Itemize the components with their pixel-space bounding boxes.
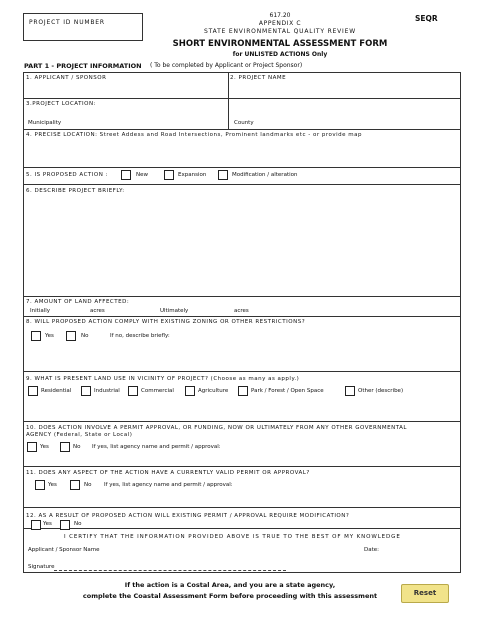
expansion-checkbox[interactable]	[164, 170, 174, 180]
land-affected-label: 7. AMOUNT OF LAND AFFECTED:	[26, 299, 130, 305]
form-container	[23, 72, 461, 573]
other-label: Other (describe)	[358, 388, 404, 394]
part-label: PART 1 - PROJECT INFORMATION	[24, 62, 142, 70]
modification-yes-checkbox[interactable]	[31, 520, 41, 530]
modification-no-checkbox[interactable]	[60, 520, 70, 530]
other-checkbox[interactable]	[345, 386, 355, 396]
municipality-label: Municipality	[28, 120, 62, 126]
modification-question-label: 12. AS A RESULT OF PROPOSED ACTION WILL EXISTING PERMIT / APPROVAL REQUIRE MODIFICATION?	[26, 513, 350, 519]
ultimately-label: Ultimately	[160, 308, 189, 314]
permit-note: If yes, list agency name and permit / approval:	[92, 444, 221, 450]
new-checkbox[interactable]	[121, 170, 131, 180]
land-use-label: 9. WHAT IS PRESENT LAND USE IN VICINITY OF PROJECT? (Choose as many as apply.)	[26, 376, 300, 382]
zoning-no-checkbox[interactable]	[66, 331, 76, 341]
coastal-note-line-1: If the action is a Costal Area, and you are a state agency,	[124, 581, 336, 589]
permit-no-checkbox[interactable]	[60, 442, 70, 452]
signature-line[interactable]	[54, 570, 286, 571]
row-zoning	[24, 317, 460, 372]
signature-label: Signature	[28, 564, 55, 570]
zoning-label: 8. WILL PROPOSED ACTION COMPLY WITH EXISTING ZONING OR OTHER RESTRICTIONS?	[26, 319, 306, 325]
park-forest-checkbox[interactable]	[238, 386, 248, 396]
valid-yes-label: Yes	[48, 482, 57, 488]
certify-text: I CERTIFY THAT THE INFORMATION PROVIDED ABOVE IS TRUE TO THE BEST OF MY KNOWLEDGE	[64, 534, 401, 540]
permit-funding-label-2: AGENCY (Federal, State or Local)	[26, 432, 133, 438]
modification-no-label: No	[74, 521, 82, 527]
initially-label: Initially	[30, 308, 51, 314]
valid-permit-label: 11. DOES ANY ASPECT OF THE ACTION HAVE A CURRENTLY VALID PERMIT OR APPROVAL?	[26, 470, 310, 476]
permit-no-label: No	[73, 444, 81, 450]
form-title: SHORT ENVIRONMENTAL ASSESSMENT FORM	[172, 39, 388, 49]
valid-note: If yes, list agency name and permit / approval:	[104, 482, 233, 488]
form-code: 617.20	[269, 12, 291, 19]
residential-label: Residential	[41, 388, 72, 394]
valid-no-label: No	[84, 482, 92, 488]
valid-yes-checkbox[interactable]	[35, 480, 45, 490]
industrial-label: Industrial	[94, 388, 120, 394]
industrial-checkbox[interactable]	[81, 386, 91, 396]
modification-checkbox[interactable]	[218, 170, 228, 180]
permit-yes-checkbox[interactable]	[27, 442, 37, 452]
precise-location-label: 4. PRECISE LOCATION: Street Addess and Road Intersections, Prominent landmarks etc - or provide map	[26, 132, 362, 138]
modification-label: Modification / alteration	[232, 172, 298, 178]
row-describe	[24, 185, 460, 297]
project-id-label: PROJECT ID NUMBER	[29, 19, 105, 26]
park-forest-label: Park / Forest / Open Space	[251, 388, 324, 394]
acres-label-1: acres	[90, 308, 105, 314]
coastal-note	[60, 580, 400, 602]
permit-yes-label: Yes	[40, 444, 49, 450]
zoning-note: If no, describe briefly:	[110, 333, 170, 339]
permit-funding-label: 10. DOES ACTION INVOLVE A PERMIT APPROVAL, OR FUNDING, NOW OR ULTIMATELY FROM ANY OTHER GOVERNMENTAL	[26, 425, 407, 431]
modification-yes-label: Yes	[43, 521, 52, 527]
residential-checkbox[interactable]	[28, 386, 38, 396]
valid-no-checkbox[interactable]	[70, 480, 80, 490]
location-label: 3.PROJECT LOCATION:	[26, 101, 96, 107]
zoning-yes-label: Yes	[45, 333, 54, 339]
new-label: New	[136, 172, 148, 178]
commercial-label: Commercial	[141, 388, 174, 394]
coastal-note-line-2: complete the Coastal Assessment Form before proceeding with this assessment	[82, 592, 378, 600]
sponsor-name-label: Applicant / Sponsor Name	[28, 547, 100, 553]
agriculture-checkbox[interactable]	[185, 386, 195, 396]
reset-button[interactable]: Reset	[401, 584, 449, 603]
county-label: County	[234, 120, 254, 126]
project-name-label: 2. PROJECT NAME	[230, 75, 287, 81]
appendix-label: APPENDIX C	[258, 20, 302, 27]
expansion-label: Expansion	[178, 172, 207, 178]
acres-label-2: acres	[234, 308, 249, 314]
describe-label: 6. DESCRIBE PROJECT BRIEFLY:	[26, 188, 125, 194]
zoning-no-label: No	[81, 333, 89, 339]
proposed-action-label: 5. IS PROPOSED ACTION :	[26, 172, 108, 178]
project-id-box[interactable]	[23, 13, 143, 41]
part-note: ( To be completed by Applicant or Project Sponsor)	[150, 62, 303, 69]
form-subtitle: for UNLISTED ACTIONS Only	[232, 51, 328, 58]
zoning-yes-checkbox[interactable]	[31, 331, 41, 341]
agriculture-label: Agriculture	[198, 388, 229, 394]
applicant-label: 1. APPLICANT / SPONSOR	[26, 75, 107, 81]
review-label: STATE ENVIRONMENTAL QUALITY REVIEW	[204, 28, 356, 35]
commercial-checkbox[interactable]	[128, 386, 138, 396]
seqr-label: SEQR	[415, 14, 438, 23]
date-label: Date:	[364, 547, 379, 553]
